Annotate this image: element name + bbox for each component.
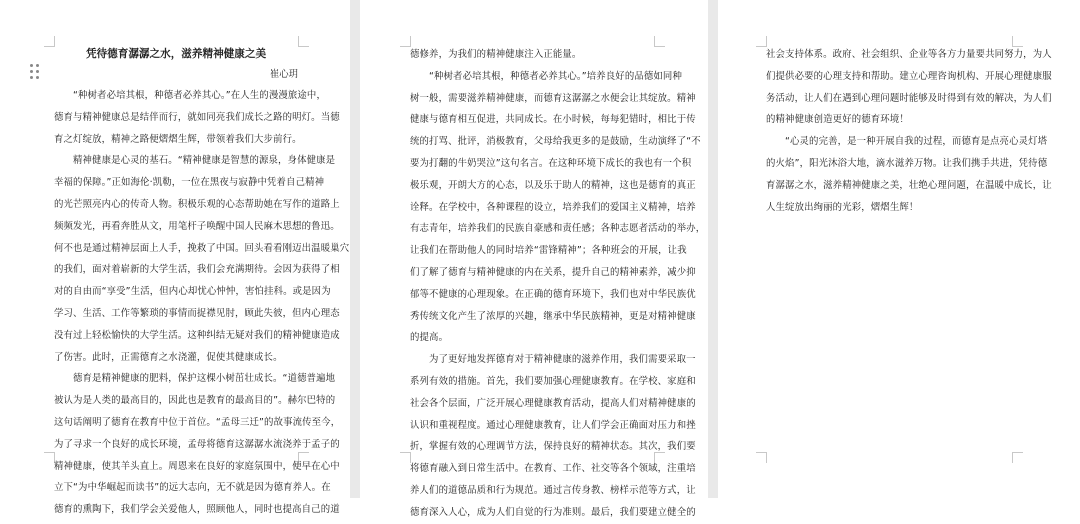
text-line: 精神健康，使其羊头直上。周恩来在良好的家庭氛围中，便早在心中 [54, 460, 340, 472]
text-line: 极乐观，开朗大方的心态，以及乐于助人的精神，这也是德育的真正 [410, 179, 696, 191]
text-line: 立下“为中华崛起而读书”的远大志向，无不就是因为德育养人。在 [54, 482, 331, 494]
text-line: “种树者必培其根，种德者必养其心。”培养良好的品德如同种 [429, 70, 682, 82]
text-line: 社会支持体系。政府、社会组织、企业等各方力量要共同努力，为人 [766, 49, 1052, 60]
text-line: 育潺潺之水，滋养精神健康之美，壮绝心理问题，在温暖中成长，让 [766, 179, 1052, 191]
text-line: 频频发光，再看奔胜从文，用笔杆子唤醒中国人民麻木思想的鲁迅。 [54, 220, 340, 232]
text-line: 折，掌握有效的心理调节方法，保持良好的精神状态。其次，我们要 [410, 441, 696, 453]
page-2-text[interactable] [410, 44, 706, 524]
margin-corner-mark [298, 36, 309, 47]
text-line: 幸福的保障。”正如海伦·凯勒，一位在黑夜与寂静中凭着自己精神 [54, 177, 325, 189]
text-line: 务活动，让人们在遇到心理问题时能够及时得到有效的解决，为人们 [766, 92, 1052, 104]
text-line: 要为打翻的牛奶哭泣”这句名言。在这种环境下成长的我也有一个积 [410, 157, 692, 169]
text-line: 的提高。 [410, 332, 449, 344]
text-line: 诠释。在学校中，各种课程的设立，培养我们的爱国主义精神，培养 [410, 201, 696, 213]
text-line: “种树者必培其根，种德者必养其心。”在人生的漫漫旅途中， [73, 90, 326, 101]
text-line: 这句话阐明了德育在教育中位于首位。“孟母三迁”的故事流传至今， [54, 416, 341, 428]
text-line: 秀传统文化产生了浓厚的兴趣，继承中华民族精神，更是对精神健康 [410, 310, 696, 322]
text-line: 认识和重视程度。通过心理健康教育，让人们学会正确面对压力和挫 [410, 419, 696, 431]
text-line: 被认为是人类的最高目的，因此也是教育的最高目的”。赫尔巴特的 [54, 395, 336, 407]
text-line: 让我们在帮助他人的同时培养“雷锋精神”；各种班会的开展，让我 [410, 245, 687, 257]
text-line: 精神健康是心灵的基石。“精神健康是智慧的源泉，身体健康是 [73, 155, 336, 167]
margin-corner-mark [1012, 452, 1023, 463]
text-line: 统的打骂、批评，消极教育，父母给我更多的是鼓励，生动演绎了“不 [410, 136, 701, 148]
text-line: 们了解了德育与精神健康的内在关系，提升自己的精神素养，减少抑 [410, 266, 696, 278]
text-line: 养人们的道德品质和行为规范。通过言传身教、榜样示范等方式，让 [410, 484, 696, 496]
text-line: 德修养，为我们的精神健康注入正能量。 [410, 49, 582, 60]
page-gap-right [708, 0, 718, 498]
text-line: 了伤害。此时，正需德育之水浇灌，促使其健康成长。 [54, 351, 283, 363]
margin-corner-mark [756, 452, 767, 463]
text-line: 德育是精神健康的肥料，保护这棵小树茁壮成长。“道德普遍地 [73, 373, 336, 385]
text-line: 何不也是通过精神层面上人手，挽救了中国。回头看看刚迈出温暖巢穴 [54, 242, 350, 254]
page-1-text[interactable] [54, 44, 350, 521]
document-title: 凭待德育潺潺之水，滋养精神健康之美 [85, 48, 267, 60]
author-name: 崔心玥 [269, 69, 298, 80]
page-gap-left [350, 0, 360, 498]
page-3-text[interactable] [766, 44, 1052, 218]
text-line: 郁等不健康的心理现象。在正确的德育环境下，我们也对中华民族优 [410, 288, 696, 300]
text-line: 德育与精神健康总是结伴而行，就如同亮我们成长之路的明灯。当德 [54, 111, 340, 123]
text-line: “心灵的完善，是一种开展自我的过程，而德育是点亮心灵灯塔 [785, 136, 1048, 148]
text-line: 德育深入人心，成为人们自觉的行为准则。最后，我们要建立健全的 [410, 506, 696, 518]
text-line: 的精神健康创造更好的德育环境！ [766, 114, 909, 126]
text-line: 将德育融入到日常生活中。在教育、工作、社交等各个领域，注重培 [410, 463, 696, 475]
text-line: 的我们，面对着崭新的大学生活，我们会充满期待。会因为获得了相 [54, 264, 340, 276]
text-line: 育之灯绽放，精神之路便熠熠生辉，带领着我们大步前行。 [54, 133, 302, 145]
document-page-3 [718, 0, 1080, 498]
drag-handle-icon[interactable] [30, 64, 40, 80]
text-line: 社会各个层面，广泛开展心理健康教育活动，提高人们对精神健康的 [410, 397, 696, 409]
text-line: 为了更好地发挥德育对于精神健康的滋养作用，我们需要采取一 [429, 354, 696, 366]
text-line: 没有过上轻松愉快的大学生活。这种纠结无疑对我们的精神健康造成 [54, 329, 340, 341]
text-line: 的光芒照亮内心的传奇人物。积极乐观的心态帮助她在写作的道路上 [54, 198, 340, 210]
text-line: 为了寻求一个良好的成长环境，孟母将德育这潺潺水流浇养于孟子的 [54, 438, 340, 450]
text-line: 的火焰”，阳光沐浴大地，滴水滋养万物。让我们携手共进，凭待德 [766, 157, 1048, 169]
text-line: 们提供必要的心理支持和帮助。建立心理咨询机构、开展心理健康服 [766, 70, 1052, 82]
text-line: 树一般，需要滋养精神健康，而德育这潺潺之水便会让其绽放。精神 [410, 92, 696, 104]
text-line: 学习、生活、工作等繁琐的事情而捉襟见肘，顾此失彼，但内心理态 [54, 307, 340, 319]
text-line: 对的自由而“享受”生活，但内心却忧心忡忡，害怕挂科。或是因为 [54, 286, 331, 298]
text-line: 有志青年，培养我们的民族自豪感和责任感；各种志愿者活动的举办， [410, 223, 706, 235]
document-page-2 [360, 0, 708, 518]
text-line: 人生绽放出绚丽的光彩，熠熠生辉！ [766, 201, 919, 213]
text-line: 健康与德育相互促进，共同成长。在小时候，每每犯错时，相比于传 [410, 114, 696, 126]
text-line: 系列有效的措施。首先，我们要加强心理健康教育。在学校、家庭和 [410, 375, 696, 387]
document-page-1 [0, 0, 350, 516]
text-line: 德育的熏陶下，我们学会关爱他人，照顾他人，同时也提高自己的道 [54, 504, 340, 516]
